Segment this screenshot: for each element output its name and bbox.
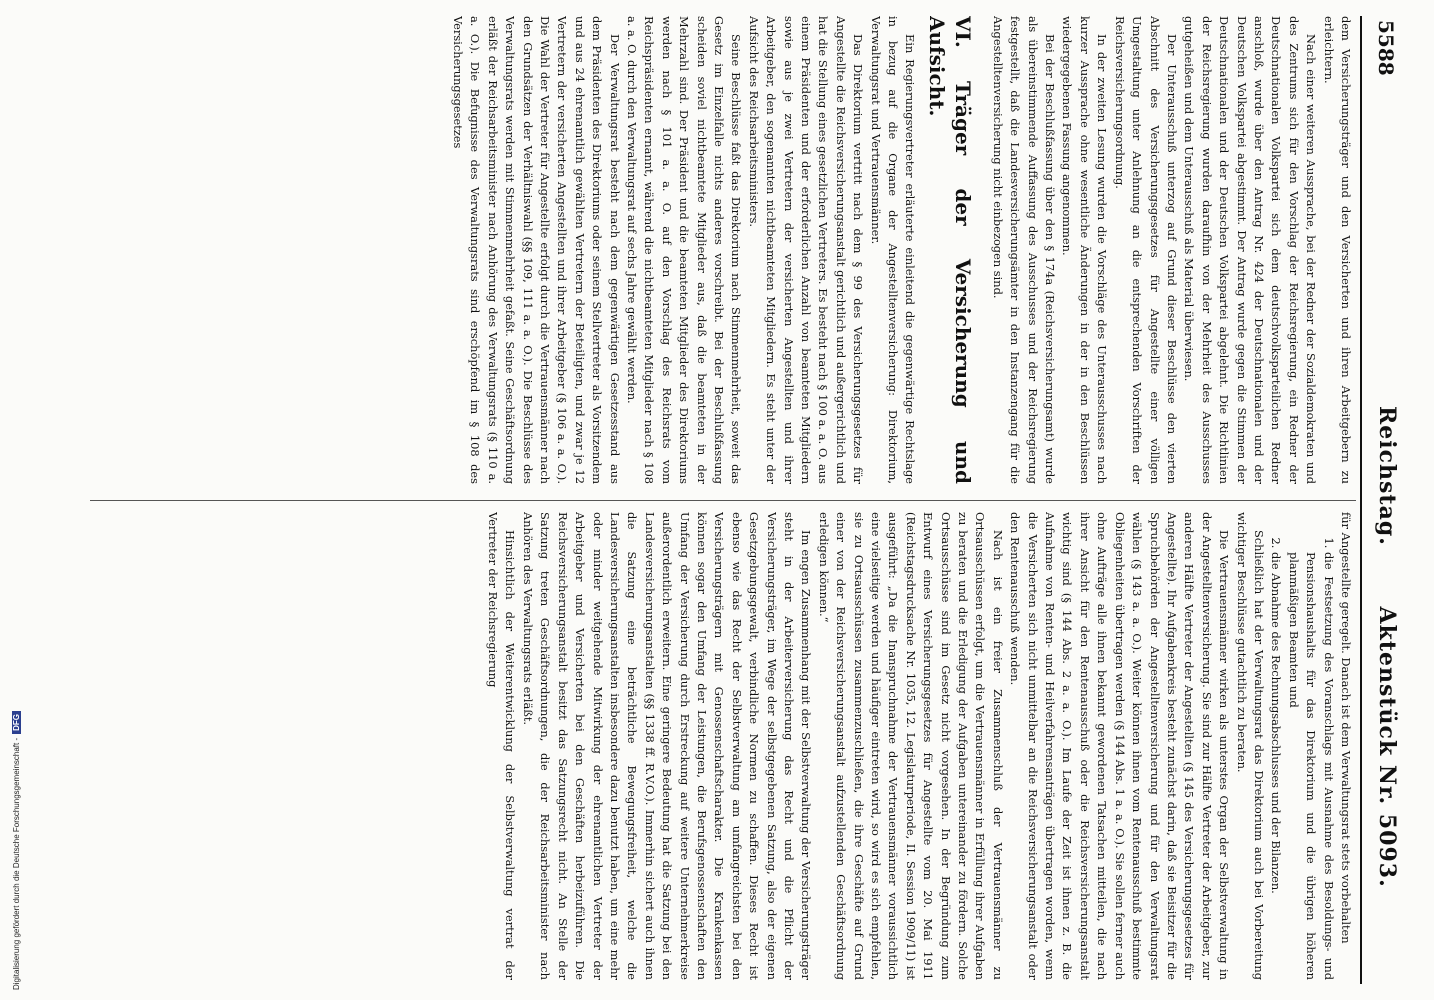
list-item: 1. die Festsetzung des Voranschlags mit Ausnahme des Besoldungs- und Pensionshaushalts für das Direktorium und die übrigen höheren planmäßigen Beamten und xyxy=(1284,552,1336,980)
rotated-page xyxy=(90,16,1400,984)
running-title: Reichstag. xyxy=(1374,406,1400,546)
right-column xyxy=(92,512,1354,980)
paragraph: Seine Beschlüsse faßt das Direktorium nach Stimmenmehrheit, soweit das Gesetz im Einzelfalle nichts anderes vorschreibt. Bei der Beschlußfassung scheiden soviel nichtbeamtete Mitglieder aus, daß die beamteten in der Mehrzahl sind. Der Präsident und die beamteten Mitglieder des Direktoriums werden nach § 101 a. a. O. auf den Vorschlag des Reichsrats vom Reichspräsidenten ernannt, während die nichtbeamteten Mitglieder nach § 108 a. a. O. durch den Verwaltungsrat auf sechs Jahre gewählt werden. xyxy=(624,16,744,484)
paragraph: Schließlich hat der Verwaltungsrat das Direktorium auch bei Vorbereitung wichtiger Beschlüsse gutachtlich zu beraten. xyxy=(1234,512,1266,980)
left-column xyxy=(92,16,1354,484)
enumerated-list xyxy=(1267,512,1337,980)
paragraph: Bei der Beschlußfassung über den § 174a (Reichsversicherungsamt) wurde als übereinstimmende Auffassung des Ausschusses und der Reichsregierung festgestellt, daß die Landesversicherungsämter in den Instanzengang für die Angestelltenversicherung nicht einbezogen sind. xyxy=(990,16,1058,484)
footer-text: Digitalisierung gefördert durch die Deutsche Forschungsgemeinschaft - xyxy=(12,737,21,990)
paragraph: Nach ist ein freier Zusammenschluß der Vertrauensmänner zu Ortsausschüssen erfolgt, um die Vertrauensmänner in Erfüllung ihrer Aufgaben zu beraten und die Erledigung der Aufgaben untereinander zu fördern. Solche Ortsausschüsse sind im Gesetz nicht vorgesehen. In der Begründung zum Entwurf eines Versicherungsgesetzes für Angestellte vom 20. Mai 1911 (Reichstagsdrucksache Nr. 1035, 12. Legislaturperiode, II. Session 1909/11) ist ausgeführt: „Da die Inanspruchnahme der Vertrauensmänner voraussichtlich eine vielseitige werden und häufiger eintreten wird, so wird es sich empfehlen, sie zu Ortsausschüssen zusammenzuschließen, die ihre Geschäfte auf Grund einer von der Reichsversicherungsanstalt aufzustellenden Geschäftsordnung erledigen können.“ xyxy=(816,512,1005,980)
dfg-logo: DFG xyxy=(12,711,21,734)
paragraph: für Angestellte geregelt. Danach ist dem Verwaltungsrat stets vorbehalten xyxy=(1339,512,1353,944)
digitization-footer xyxy=(0,0,21,1000)
column-divider xyxy=(90,500,1356,501)
paragraph: Ein Regierungsvertreter erläuterte einleitend die gegenwärtige Rechtslage in bezug auf die Organe der Angestelltenversicherung: Direktorium, Verwaltungsrat und Vertrauensmänner. xyxy=(868,16,918,484)
paragraph: Das Direktorium vertritt nach dem § 99 des Versicherungsgesetzes für Angestellte die Reichsversicherungsanstalt gerichtlich und außergerichtlich und hat die Stellung eines gesetzlichen Vertreters. Es besteht nach § 100 a. a. O. aus einem Präsidenten und der erforderlichen Anzahl von beamteten Mitgliedern sowie aus je zwei Vertretern der versicherten Angestellten und ihrer Arbeitgeber, den sogenannten nichtbeamteten Mitgliedern. Es steht unter der Aufsicht des Reichsarbeitsministers. xyxy=(746,16,866,484)
paragraph: dem Versicherungsträger und den Versicherten und ihren Arbeitgebern zu erleichtern. xyxy=(1321,16,1353,484)
paragraph: Hinsichtlich der Weiterentwicklung der Selbstverwaltung vertrat der Vertreter der Reichsregierung xyxy=(486,512,518,980)
paragraph: In der zweiten Lesung wurden die Vorschläge des Unterausschusses nach kurzer Aussprache ohne wesentliche Änderungen in der in den Beschlüssen wiedergegebenen Fassung angenommen. xyxy=(1060,16,1110,484)
paragraph: Der Unterausschuß unterzog auf Grund dieser Beschlüsse den vierten Abschnitt des Versicherungsgesetzes für Angestellte einer völligen Umgestaltung unter Anlehnung an die entsprechenden Vorschriften der Reichsversicherungsordnung. xyxy=(1112,16,1179,484)
paragraph: Der Verwaltungsrat besteht nach dem gegenwärtigen Gesetzesstand aus dem Präsidenten des Direktoriums oder seinem Stellvertreter als Vorsitzendem und aus 24 ehrenamtlich gewählten Vertretern der Beteiligten, und zwar je 12 Vertretern der versicherten Angestellten und ihrer Arbeitgeber (§ 106 a. a. O.). Die Wahl der Vertreter für Angestellte erfolgt durch die Vertrauensmänner nach den Grundsätzen der Verhältniswahl (§§ 109, 111 a. a. O.). Die Beschlüsse des Verwaltungsrats werden mit Stimmenmehrheit gefaßt. Seine Geschäftsordnung erläßt der Reichsarbeitsminister nach Anhörung des Verwaltungsrats (§ 110 a. a. O.). Die Befugnisse des Verwaltungsrats sind erschöpfend im § 108 des Versicherungsgesetzes xyxy=(450,16,622,484)
footer-note xyxy=(12,711,21,990)
paragraph: Im engen Zusammenhang mit der Selbstverwaltung der Versicherungsträger steht in der Arbeiterversicherung das Recht und die Pflicht der Versicherungsträger, im Wege der selbstgegebenen Satzung, also der eigenen Gesetzgebungsgewalt, verbindliche Normen zu schaffen. Dieses Recht ist ebenso wie das Recht der Selbstverwaltung am umfangreichsten bei den Versicherungsträgern mit Genossenschaftscharakter. Die Krankenkassen können sogar den Umfang der Leistungen, die Berufsgenossenschaften den Umfang der Versicherung durch Erstreckung auf weitere Unternehmerkreise außerordentlich erweitern. Eine geringere Bedeutung hat die Satzung bei den Landesversicherungsanstalten (§§ 1338 ff. R.V.O.). Immerhin sichert auch ihnen die Satzung eine beträchtliche Bewegungsfreiheit, welche die Landesversicherungsanstalten insbesondere dazu benutzt haben, um eine mehr oder minder weitgehende Mitwirkung der ehrenamtlichen Vertreter der Arbeitgeber und Versicherten bei den Geschäften herbeizuführen. Die Reichsversicherungsanstalt besitzt das Satzungsrecht nicht. An Stelle der Satzung treten Geschäftsordnungen, die der Reichsarbeitsminister nach Anhören des Verwaltungsrats erläßt. xyxy=(520,512,814,980)
page-number: 5588 xyxy=(1374,20,1398,76)
paragraph: Die Vertrauensmänner wirken als unterstes Organ der Selbstverwaltung in der Angestelltenversicherung. Sie sind zur Hälfte Vertreter der Arbeitgeber, zur anderen Hälfte Vertreter der Angestellten (§ 145 des Versicherungsgesetzes für Angestellte). Ihr Aufgabenkreis besteht zunächst darin, daß sie Beisitzer für die Spruchbehörden der Angestelltenversicherung und für den Verwaltungsrat wählen (§ 143 a. a. O.). Weiter können ihnen vom Rentenausschuß bestimmte Obliegenheiten übertragen werden (§ 144 Abs. 1 a. a. O.). Sie sollen ferner auch ohne Aufträge alle ihnen bekannt gewordenen Tatsachen mitteilen, die nach ihrer Ansicht für den Rentenausschuß oder die Reichsversicherungsanstalt wichtig sind (§ 144 Abs. 2 a. a. O.). Im Laufe der Zeit ist ihnen z. B. die Aufnahme von Renten- und Heilverfahrensanträgen übertragen worden, wenn die Versicherten sich nicht unmittelbar an die Reichsversicherungsanstalt oder den Rentenausschuß wenden. xyxy=(1008,512,1232,980)
section-heading: VI. Träger der Versicherung und Aufsicht. xyxy=(925,16,976,484)
header-rule xyxy=(1360,16,1362,984)
paragraph: Nach einer weiteren Aussprache, bei der Redner der Sozialdemokraten und des Zentrums sich für den Vorschlag der Reichsregierung, ein Redner der Deutschnationalen Volkspartei sich dem deutschvolksparteilichen Redner anschloß, wurde über den Antrag Nr. 424 der Deutschnationalen und der Deutschen Volkspartei abgestimmt. Der Antrag wurde gegen die Stimmen der Deutschnationalen und der Deutschen Volkspartei abgelehnt. Die Richtlinien der Reichsregierung wurden daraufhin von der Mehrheit des Ausschusses gutgeheißen und dem Unterausschuß als Material überwiesen. xyxy=(1182,16,1319,484)
list-item: 2. die Abnahme des Rechnungsabschlusses und der Bilanzen. xyxy=(1267,552,1284,980)
running-header xyxy=(1374,406,1400,888)
running-document-number: Aktenstück Nr. 5093. xyxy=(1374,606,1400,888)
